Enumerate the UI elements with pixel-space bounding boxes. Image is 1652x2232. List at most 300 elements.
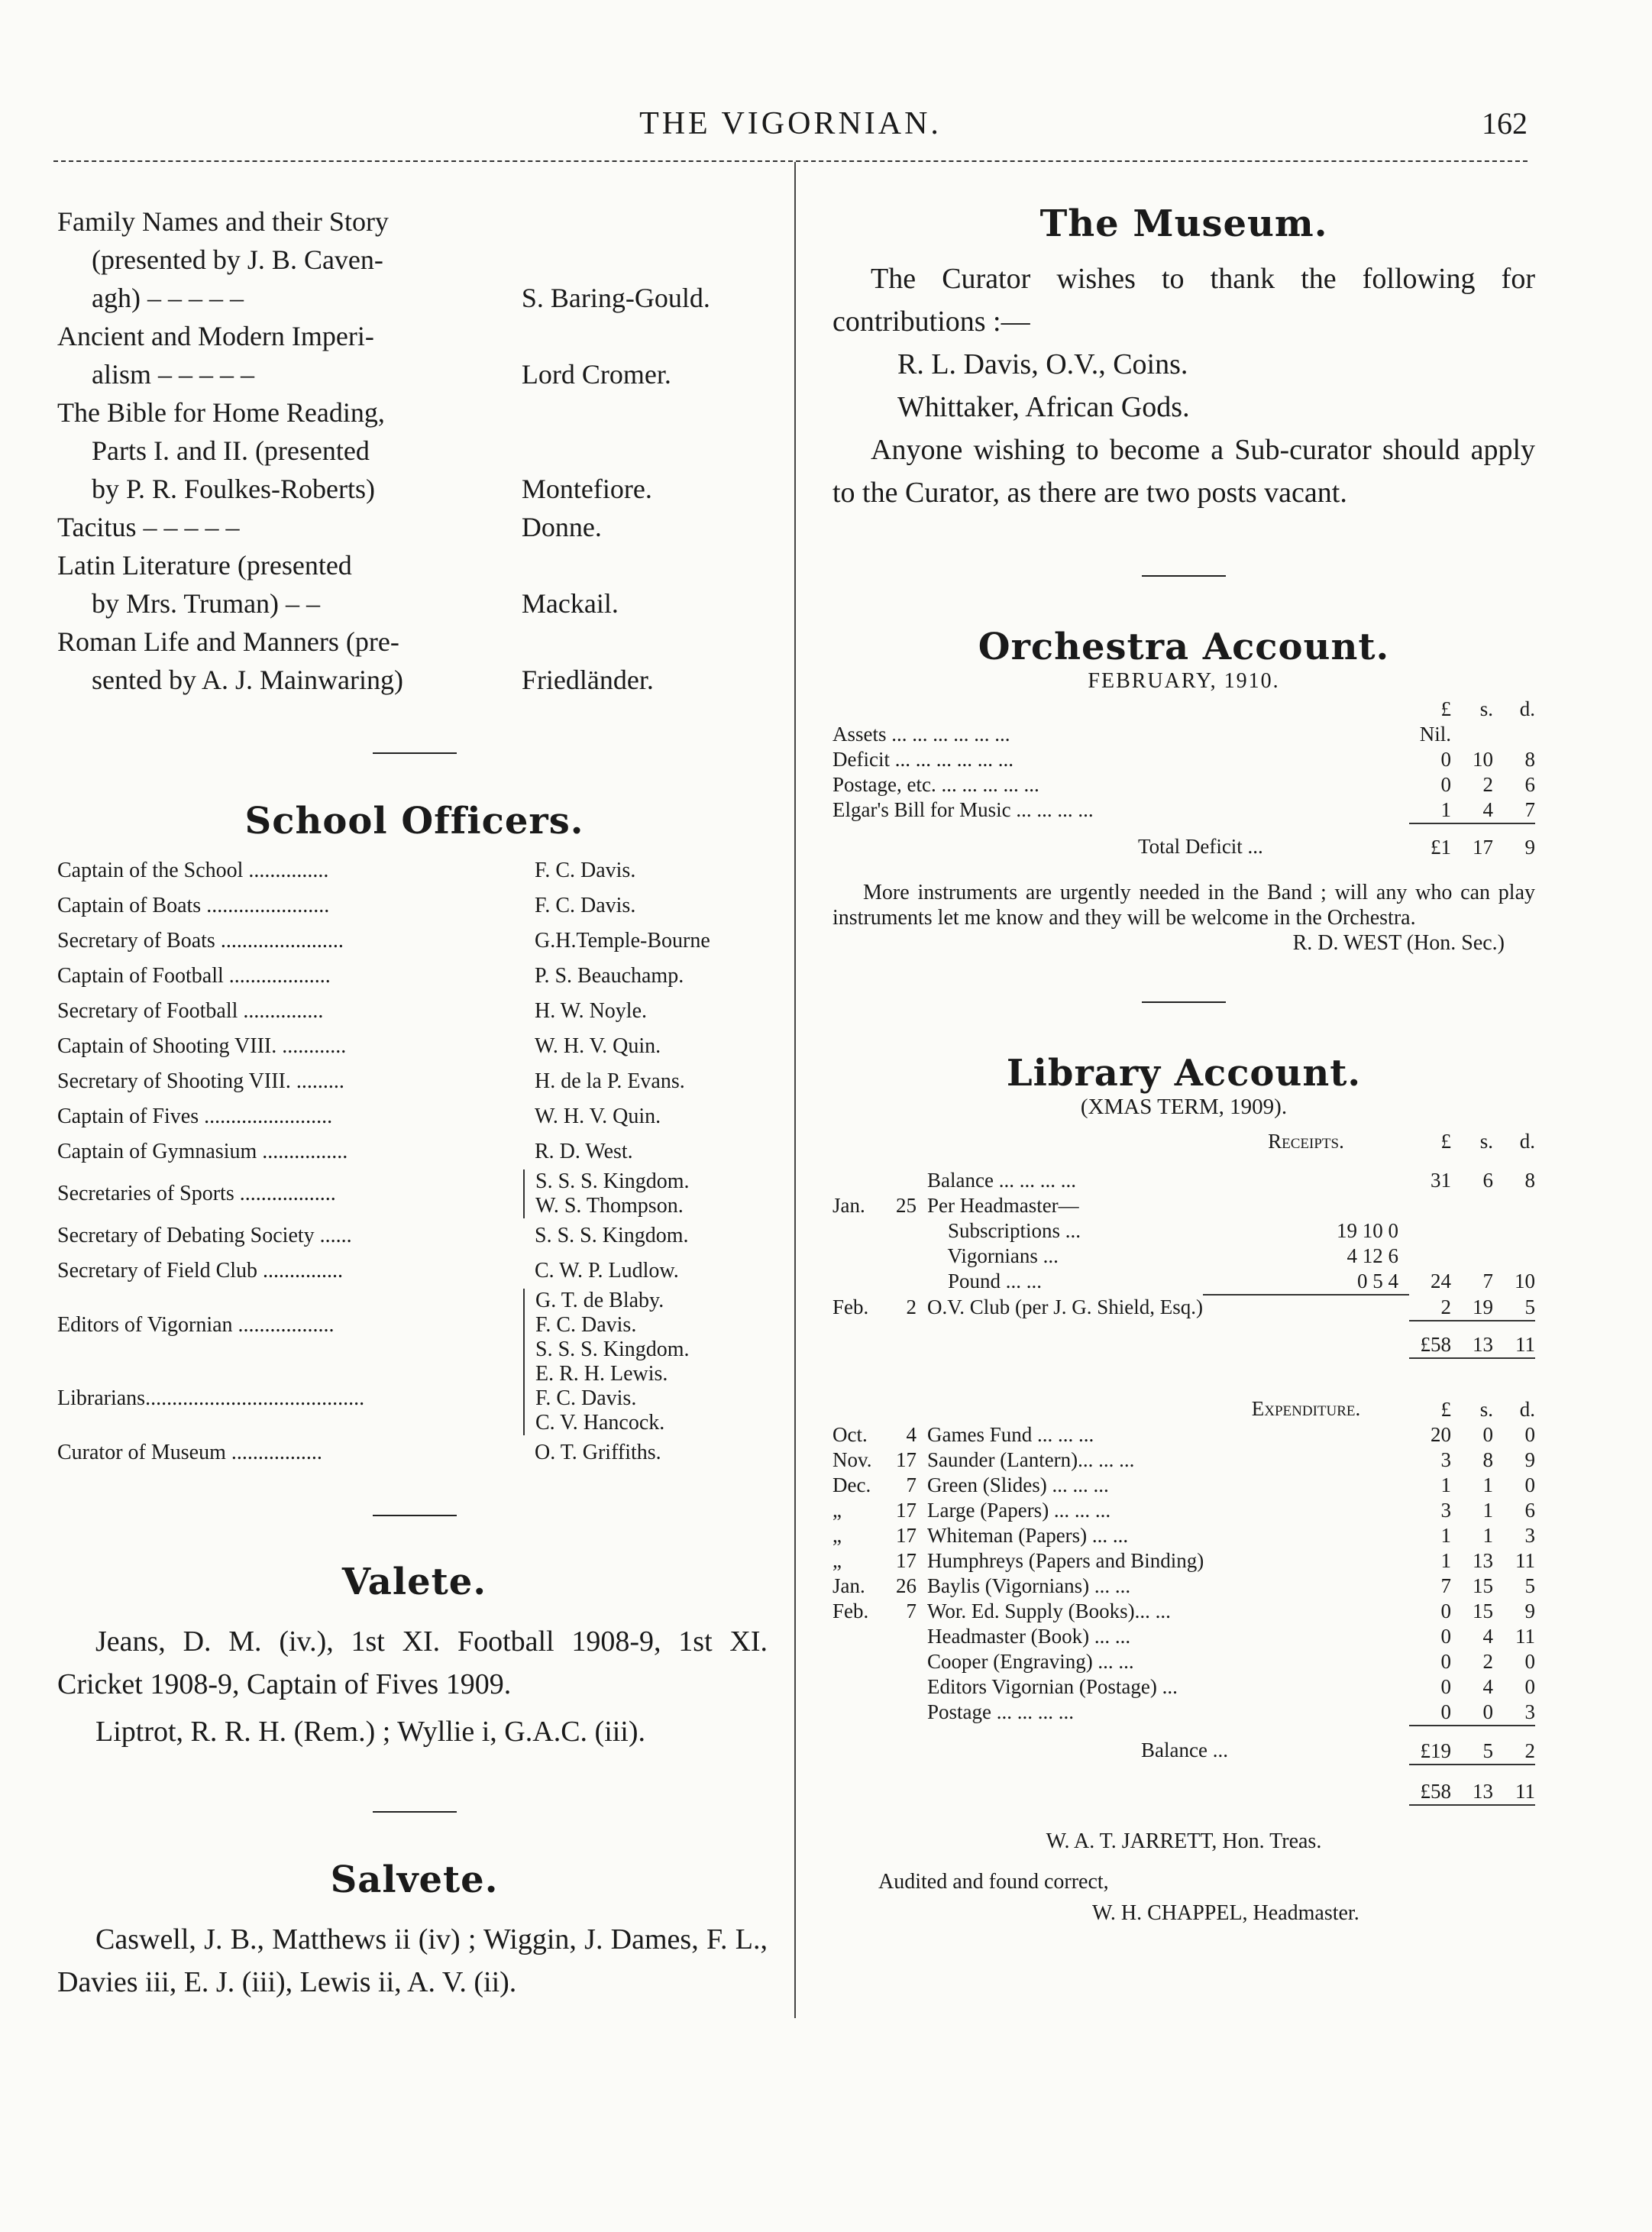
book-row [57, 661, 771, 699]
month [832, 1244, 886, 1269]
description: Editors Vigornian (Postage) ... [927, 1675, 1178, 1698]
description: Wor. Ed. Supply (Books)... ... [927, 1600, 1171, 1622]
book-title-line: Family Names and their Story [57, 206, 389, 237]
day: 2 [906, 1296, 917, 1318]
officer-role: Secretary of Debating Society ...... [57, 1224, 352, 1247]
library-term: (XMAS TERM, 1909). [1080, 1095, 1288, 1119]
officer-role: Secretary of Field Club ............... [57, 1259, 344, 1283]
expenditure-row [832, 1700, 1535, 1726]
amount-s: 1 [1482, 1499, 1493, 1522]
day: 4 [906, 1423, 917, 1446]
day: 26 [896, 1574, 917, 1597]
sub-amount: 4 12 6 [1346, 1244, 1398, 1267]
officer-name: R. D. West. [535, 1140, 633, 1163]
valete-paragraph-1: Jeans, D. M. (iv.), 1st XI. Football 1908-9, 1st XI. Cricket 1908-9, Captain of Fives 1909. [57, 1625, 768, 1700]
officer-name: H. de la P. Evans. [535, 1069, 685, 1093]
right-column [832, 202, 1535, 1926]
day: 7 [906, 1473, 917, 1496]
officer-name: W. H. V. Quin. [535, 1034, 661, 1058]
museum-heading: The Museum. [1039, 202, 1328, 245]
amount-s: 10 [1473, 748, 1493, 771]
officer-name: S. S. S. Kingdom. [535, 1169, 690, 1193]
book-row [57, 317, 771, 355]
currency-col: s. [1479, 697, 1493, 720]
total-l: £1 [1409, 823, 1451, 860]
spacer [832, 1321, 1409, 1358]
amount-l [1409, 1244, 1451, 1269]
month [832, 1269, 886, 1295]
audit-statement: Audited and found correct, [878, 1870, 1109, 1894]
amount-l: 3 [1440, 1448, 1451, 1471]
book-row [57, 241, 771, 279]
orchestra-label: Elgar's Bill for Music ... ... ... ... [832, 798, 1094, 821]
orchestra-row [832, 747, 1535, 772]
month [832, 1700, 886, 1726]
description: Saunder (Lantern)... ... ... [927, 1448, 1135, 1471]
journal-title: THE VIGORNIAN. [639, 106, 942, 141]
book-row [57, 393, 771, 432]
officer-role: Secretaries of Sports .................. [57, 1182, 336, 1205]
sub-amount [1203, 1168, 1409, 1193]
receipts-total-row [832, 1321, 1535, 1358]
amount-l: 2 [1440, 1296, 1451, 1318]
officers-table [57, 853, 771, 1470]
amount-d: 0 [1524, 1423, 1535, 1446]
description: Games Fund ... ... ... [927, 1423, 1094, 1446]
amount-d: 6 [1524, 1499, 1535, 1522]
library-heading: Library Account. [1006, 1052, 1362, 1095]
orchestra-label: Postage, etc. ... ... ... ... ... [832, 773, 1039, 796]
day: 17 [896, 1448, 917, 1471]
month: Feb. [832, 1600, 869, 1622]
currency-col: £ [1440, 697, 1451, 720]
orchestra-total-row [832, 823, 1535, 860]
expenditure-row [832, 1548, 1535, 1574]
book-title-line: Tacitus – – – – – [57, 512, 240, 542]
museum-item: R. L. Davis, O.V., Coins. [897, 348, 1188, 380]
sub-amount [1203, 1295, 1409, 1321]
month: Jan. [832, 1194, 865, 1217]
amount-s: 4 [1482, 1675, 1493, 1698]
total-s: 13 [1451, 1765, 1493, 1805]
book-title-line: sented by A. J. Mainwaring) [92, 665, 403, 695]
spacer [832, 1765, 1409, 1805]
description: Subscriptions ... [927, 1219, 1081, 1242]
amount-d: 8 [1524, 1169, 1535, 1192]
section-divider [373, 752, 457, 754]
amount-d: 5 [1524, 1574, 1535, 1597]
orchestra-row [832, 722, 1535, 747]
section-divider [1142, 1001, 1226, 1003]
month [832, 1218, 886, 1244]
amount-d: 10 [1515, 1270, 1535, 1292]
balance-l: £19 [1409, 1726, 1451, 1765]
officer-row [57, 1218, 771, 1253]
orchestra-col-header [832, 697, 1535, 722]
description: Green (Slides) ... ... ... [927, 1473, 1109, 1496]
description: Humphreys (Papers and Binding) [927, 1549, 1204, 1572]
officer-row [57, 1099, 771, 1134]
currency-col: d. [1519, 1398, 1535, 1421]
officer-role: Curator of Museum ................. [57, 1441, 322, 1464]
officer-role: Secretary of Football ............... [57, 999, 324, 1023]
amount-s [1451, 1218, 1493, 1244]
treasurer-signature: W. A. T. JARRETT, Hon. Treas. [1046, 1829, 1322, 1853]
total-s: 17 [1451, 823, 1493, 860]
amount-l: 1 [1440, 1524, 1451, 1547]
amount-l: 0 [1440, 773, 1451, 796]
amount-s [1451, 1193, 1493, 1218]
book-title-line: Parts I. and II. (presented [92, 435, 370, 466]
day [886, 1700, 927, 1726]
amount-s: 2 [1482, 773, 1493, 796]
amount-l: 0 [1440, 748, 1451, 771]
currency-col: £ [1440, 1398, 1451, 1421]
salvete-paragraph: Caswell, J. B., Matthews ii (iv) ; Wiggin, J. Dames, F. L., Davies iii, E. J. (iii), Lewis ii, A. V. (ii). [57, 1923, 768, 1998]
amount-d: 9 [1524, 1448, 1535, 1471]
officer-role: Captain of Gymnasium ................ [57, 1140, 348, 1163]
amount-s: 1 [1482, 1524, 1493, 1547]
day [886, 1269, 927, 1295]
amount-l: 1 [1440, 798, 1451, 821]
officer-row [57, 888, 771, 924]
officer-row [57, 1253, 771, 1289]
balance-d: 2 [1493, 1726, 1535, 1765]
amount-l: 3 [1440, 1499, 1451, 1522]
amount-l [1409, 1218, 1451, 1244]
book-title-line: Roman Life and Manners (pre- [57, 626, 399, 657]
officer-role: Captain of Football ................... [57, 964, 331, 988]
book-row [57, 623, 771, 661]
description: Whiteman (Papers) ... ... [927, 1524, 1129, 1547]
month: Nov. [832, 1448, 872, 1471]
amount-d: 11 [1515, 1549, 1535, 1572]
amount-s: 13 [1473, 1549, 1493, 1572]
amount-l: 20 [1431, 1423, 1451, 1446]
book-title-line: alism – – – – – [92, 359, 254, 390]
book-author [508, 202, 771, 241]
officer-names [524, 1169, 771, 1218]
amount-l: 7 [1440, 1574, 1451, 1597]
officer-row [57, 853, 771, 888]
amount-s: 19 [1473, 1296, 1493, 1318]
museum-item: Whittaker, African Gods. [897, 391, 1190, 423]
amount-d [1493, 1218, 1535, 1244]
officer-row [57, 1435, 771, 1470]
spacer [832, 1123, 1203, 1154]
orchestra-row [832, 772, 1535, 797]
amount-s: 1 [1482, 1473, 1493, 1496]
salvete-heading: Salvete. [330, 1858, 499, 1901]
receipt-row [832, 1244, 1535, 1269]
book-list [57, 202, 771, 699]
amount-d [1493, 1193, 1535, 1218]
officer-name: W. H. V. Quin. [535, 1105, 661, 1128]
amount-s [1451, 722, 1493, 747]
day [886, 1218, 927, 1244]
amount-l: 24 [1431, 1270, 1451, 1292]
officer-name: O. T. Griffiths. [535, 1441, 661, 1464]
description: Per Headmaster— [927, 1194, 1079, 1217]
officer-role: Captain of Boats ....................... [57, 894, 330, 917]
orchestra-date: FEBRUARY, 1910. [1088, 669, 1280, 693]
book-title-line: The Bible for Home Reading, [57, 397, 385, 428]
currency-col: d. [1519, 697, 1535, 720]
book-author: Friedländer. [521, 665, 654, 695]
expenditure-row [832, 1674, 1535, 1700]
amount-s [1451, 1244, 1493, 1269]
section-divider [373, 1811, 457, 1813]
currency-col: s. [1479, 1398, 1493, 1421]
book-author: Donne. [521, 512, 602, 542]
officer-row [57, 1064, 771, 1099]
month: Dec. [832, 1473, 871, 1496]
officer-names [524, 1064, 771, 1099]
month: „ [832, 1499, 842, 1522]
officer-row [57, 994, 771, 1029]
amount-d: 7 [1524, 798, 1535, 821]
orchestra-total-label: Total Deficit ... [1138, 835, 1263, 858]
header-rule [53, 160, 1528, 162]
month [832, 1649, 886, 1674]
receipts-label: Receipts. [1268, 1130, 1344, 1153]
book-author [508, 623, 771, 661]
officer-role: Captain of Shooting VIII. ............ [57, 1034, 347, 1058]
page-number: 162 [1482, 106, 1528, 141]
total-l: £58 [1409, 1765, 1451, 1805]
amount-l [1409, 1193, 1451, 1218]
description: Pound ... ... [927, 1270, 1043, 1292]
officer-names [524, 1289, 771, 1362]
currency-col: £ [1440, 1130, 1451, 1153]
expenditure-header [832, 1358, 1535, 1422]
amount-d: 8 [1524, 748, 1535, 771]
amount-s: 2 [1482, 1650, 1493, 1673]
officer-role: Editors of Vigornian .................. [57, 1313, 335, 1337]
amount-d: 6 [1524, 773, 1535, 796]
officer-name: F. C. Davis. [535, 859, 636, 882]
day: 7 [906, 1600, 917, 1622]
amount-s: 15 [1473, 1600, 1493, 1622]
receipt-row [832, 1295, 1535, 1321]
expenditure-row [832, 1599, 1535, 1624]
book-author [508, 241, 771, 279]
section-divider [1142, 575, 1226, 577]
book-row [57, 584, 771, 623]
book-author [508, 546, 771, 584]
amount-l: 0 [1440, 1700, 1451, 1723]
amount-d: 0 [1524, 1473, 1535, 1496]
amount-s: 4 [1482, 1625, 1493, 1648]
book-title-line: agh) – – – – – [92, 283, 244, 313]
officer-name: F. C. Davis. [535, 1386, 637, 1410]
total-d: 11 [1493, 1765, 1535, 1805]
officer-name: S. S. S. Kingdom. [535, 1224, 689, 1247]
officer-row [57, 1029, 771, 1064]
month: „ [832, 1549, 842, 1572]
total-l: £58 [1409, 1321, 1451, 1358]
book-title-line: (presented by J. B. Caven- [92, 244, 383, 275]
sub-amount: 19 10 0 [1337, 1219, 1398, 1242]
month [832, 1168, 886, 1193]
book-row [57, 279, 771, 317]
officer-names [524, 959, 771, 994]
book-title-line: by P. R. Foulkes-Roberts) [92, 474, 376, 504]
officer-names [524, 994, 771, 1029]
day [886, 1244, 927, 1269]
expenditure-label: Expenditure. [1251, 1397, 1361, 1420]
spacer [832, 1358, 1203, 1422]
orchestra-heading: Orchestra Account. [978, 626, 1390, 668]
receipt-row [832, 1269, 1535, 1295]
day [886, 1624, 927, 1649]
officer-name: C. V. Hancock. [535, 1411, 665, 1435]
day: 17 [896, 1524, 917, 1547]
section-divider [373, 1515, 457, 1516]
book-row [57, 432, 771, 470]
library-account-table [832, 1123, 1535, 1806]
officer-row [57, 1289, 771, 1362]
orchestra-signature: R. D. WEST (Hon. Sec.) [1292, 931, 1505, 955]
book-author: Lord Cromer. [521, 359, 671, 390]
officer-role: Librarians......................................... [57, 1386, 365, 1410]
valete-heading: Valete. [341, 1561, 487, 1603]
amount-s: 0 [1482, 1700, 1493, 1723]
officer-names [524, 1435, 771, 1470]
officer-role: Secretary of Boats ....................... [57, 929, 344, 953]
month: Oct. [832, 1423, 868, 1446]
month: Feb. [832, 1296, 869, 1318]
day [886, 1168, 927, 1193]
officer-name: E. R. H. Lewis. [535, 1362, 668, 1386]
officer-name: F. C. Davis. [535, 1313, 637, 1337]
officer-name: H. W. Noyle. [535, 999, 647, 1023]
officer-role: Captain of the School ............... [57, 859, 329, 882]
amount-s: 15 [1473, 1574, 1493, 1597]
amount-d: 11 [1515, 1625, 1535, 1648]
amount-l: 1 [1440, 1549, 1451, 1572]
museum-intro: The Curator wishes to thank the following for contributions :— [832, 263, 1535, 338]
balance-row [832, 1726, 1535, 1765]
day [886, 1649, 927, 1674]
month [832, 1624, 886, 1649]
officer-name: F. C. Davis. [535, 894, 636, 917]
officer-names [524, 1253, 771, 1289]
total-d: 11 [1493, 1321, 1535, 1358]
museum-contributions [832, 343, 1535, 429]
expenditure-row [832, 1523, 1535, 1548]
amount-l: 0 [1440, 1600, 1451, 1622]
book-author: Mackail. [521, 588, 619, 619]
museum-outro: Anyone wishing to become a Sub-curator should apply to the Curator, as there are two posts vacant. [832, 434, 1535, 509]
description: Vigornians ... [927, 1244, 1059, 1267]
amount-d: 0 [1524, 1675, 1535, 1698]
page-header [53, 105, 1528, 159]
officer-name: G.H.Temple-Bourne [535, 929, 710, 953]
school-officers-heading: School Officers. [244, 800, 584, 843]
receipts-header [832, 1123, 1535, 1154]
officer-name: P. S. Beauchamp. [535, 964, 684, 988]
officer-role: Captain of Fives ........................ [57, 1105, 333, 1128]
sub-amount: 0 5 4 [1203, 1269, 1409, 1295]
book-author [508, 317, 771, 355]
spacer [832, 697, 1409, 722]
amount-s: 4 [1482, 798, 1493, 821]
expenditure-row [832, 1498, 1535, 1523]
orchestra-account-table [832, 697, 1535, 860]
book-title-line: Ancient and Modern Imperi- [57, 321, 374, 351]
officer-name: S. S. S. Kingdom. [535, 1338, 690, 1361]
description: O.V. Club (per J. G. Shield, Esq.) [927, 1296, 1203, 1318]
column-divider [794, 162, 796, 2018]
description: Large (Papers) ... ... ... [927, 1499, 1111, 1522]
amount-l: 0 [1440, 1650, 1451, 1673]
officer-row [57, 1362, 771, 1435]
book-row [57, 508, 771, 546]
book-author [508, 432, 771, 470]
expenditure-row [832, 1624, 1535, 1649]
spacer-row [832, 1154, 1535, 1168]
officer-role: Secretary of Shooting VIII. ......... [57, 1069, 344, 1093]
orchestra-label: Deficit ... ... ... ... ... ... [832, 748, 1014, 771]
officer-row [57, 1134, 771, 1169]
amount-l: 0 [1440, 1625, 1451, 1648]
amount-d: 0 [1524, 1650, 1535, 1673]
officer-name: C. W. P. Ludlow. [535, 1259, 679, 1283]
orchestra-row [832, 797, 1535, 823]
description: Cooper (Engraving) ... ... [927, 1650, 1134, 1673]
amount-d [1493, 722, 1535, 747]
day: 25 [896, 1194, 917, 1217]
book-row [57, 546, 771, 584]
amount-s: 7 [1482, 1270, 1493, 1292]
book-title-line: by Mrs. Truman) – – [92, 588, 321, 619]
receipt-row [832, 1168, 1535, 1193]
amount-s: 8 [1482, 1448, 1493, 1471]
balance-label: Balance ... [1141, 1739, 1228, 1761]
amount-l: 0 [1440, 1675, 1451, 1698]
book-author: Montefiore. [521, 474, 652, 504]
expenditure-row [832, 1448, 1535, 1473]
sub-amount [1203, 1193, 1409, 1218]
officer-name: W. S. Thompson. [535, 1194, 684, 1218]
officer-names [524, 853, 771, 888]
spacer [832, 1726, 927, 1765]
officer-row [57, 1169, 771, 1218]
receipt-row [832, 1193, 1535, 1218]
book-author: S. Baring-Gould. [521, 283, 710, 313]
description: Headmaster (Book) ... ... [927, 1625, 1131, 1648]
expenditure-row [832, 1574, 1535, 1599]
book-row [57, 202, 771, 241]
balance-s: 5 [1451, 1726, 1493, 1765]
book-row [57, 470, 771, 508]
day: 17 [896, 1549, 917, 1572]
description: Balance ... ... ... ... [927, 1169, 1076, 1192]
amount-s: 6 [1482, 1169, 1493, 1192]
description: Postage ... ... ... ... [927, 1700, 1074, 1723]
month: „ [832, 1524, 842, 1547]
expenditure-row [832, 1422, 1535, 1448]
expenditure-row [832, 1649, 1535, 1674]
currency-col: d. [1519, 1130, 1535, 1153]
officer-row [57, 959, 771, 994]
receipt-row [832, 1218, 1535, 1244]
day [886, 1674, 927, 1700]
currency-col: s. [1479, 1130, 1493, 1153]
expenditure-row [832, 1473, 1535, 1498]
orchestra-label: Assets ... ... ... ... ... ... [832, 723, 1010, 746]
